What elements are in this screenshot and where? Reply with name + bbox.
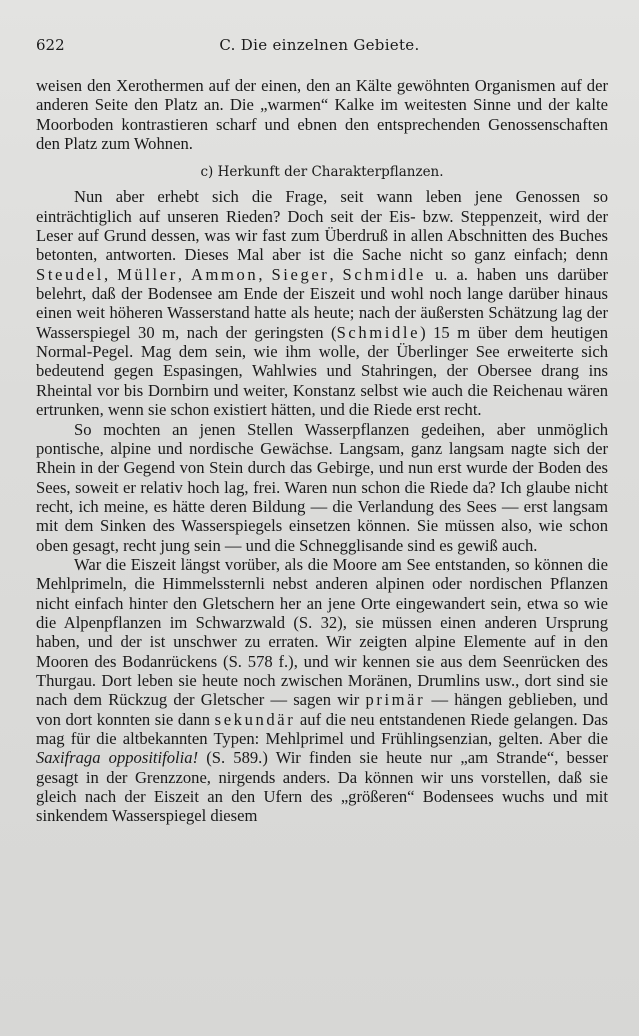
paragraph-2-part-3: ) 15 m über dem heutigen Normal-Pegel. Mag dem sein, wie ihm wolle, der Überlinger See erweiterte sich bedeutend gegen Espasingen, Wahlwies und Stahringen, der Obersee drang ins Rheintal vor bis Dornbirn und weiter, Konstanz selbst wie auch die Reichenau wären ertrunken, wenn sie schon existiert hätten, und die Riede erst recht. [36,322,608,420]
page-number: 622 [36,36,65,54]
paragraph-4-part-4: (S. 589.) Wir finden sie heute nur „am Strande“, besser gesagt in der Grenzzone, nirgends anders. Da können wir uns vorstellen, daß sie gleich nach der Eiszeit an den Ufern des „größeren“ Bodensees wuchs und mit sinkendem Wasserspiegel diesem [36,748,608,826]
separator: , [103,264,118,284]
paragraph-3: So mochten an jenen Stellen Wasserpflanzen gedeihen, aber unmöglich pontische, alpine und nordische Gewächse. Langsam, ganz langsam nagte sich der Rhein in der Gegend von Stein durch das Gebirge, und nun erst wurde der Boden des Sees, soweit er relativ hoch lag, frei. Waren nun schon die Riede da? Ich glaube nicht recht, ich meine, es hätte deren Bildung — die Verlandung des Sees — erst langsam mit dem Sinken des Wasserspiegels einsetzen können. Sie müssen also, wie schon oben gesagt, recht jung sein — und die Schnegglisande sind es gewiß auch. [36,419,608,555]
running-head: C. Die einzelnen Gebiete. [219,36,420,54]
author-name: Schmidle [342,264,427,284]
paragraph-4 [36,555,608,826]
emphasis-spaced: sekundär [214,709,296,729]
author-name: Ammon [190,264,259,284]
author-name: Schmidle [336,322,421,342]
separator: , [329,264,343,284]
author-name: Sieger [271,264,330,284]
species-name: Saxifraga oppositifolia! [36,748,199,768]
paragraph-1: weisen den Xerothermen auf der einen, den an Kälte gewöhnten Organismen auf der anderen Seite den Platz an. Die „warmen“ Kalke im weitesten Sinne und der kalte Moorboden kontrastieren scharf und ebnen den entsprechenden Genossenschaften den Platz zum Wohnen. [36,76,608,154]
paragraph-2 [36,187,608,419]
paragraph-2-part-1: Nun aber erhebt sich die Frage, seit wann leben jene Genossen so einträchtiglich auf unseren Rieden? Doch seit der Eis- bzw. Steppenzeit, wird der Leser auf Grund dessen, was wir fast zum Überdruß in allen Abschnitten des Buches betonten, antworten. Dieses Mal aber ist die Sache nicht so ganz einfach; denn [36,187,608,265]
paragraph-4-part-1: War die Eiszeit längst vorüber, als die Moore am See entstanden, so können die Mehlprimeln, die Himmelssternli nebst anderen alpinen oder nordischen Pflanzen nicht einfach hinter den Gletschern her an jene Orte eingewandert sein, etwa so wie die Alpenpflanzen im Schwarzwald (S. 32), sie müssen einen anderen Ursprung haben, und der ist unschwer zu erraten. Wir zeigten alpine Elemente auf in den Mooren des Bodanrückens (S. 578 f.), und wir kennen sie aus dem Seenrücken des Thurgau. Dort leben sie heute noch zwischen Moränen, Drumlins usw., dort sind sie nach dem Rückzug der Gletscher — sagen wir [36,554,608,710]
separator: , [177,264,191,284]
emphasis-spaced: primär [365,690,426,710]
paragraph-4-part-3: auf die neu entstandenen Riede gelangen. Das mag für die altbekannten Typen: Mehlprimel und Frühlingsenzian, gelten. Aber die [36,709,608,748]
paragraph-2-part-2: u. a. haben uns darüber belehrt, daß der Bodensee am Ende der Eiszeit und wohl noch lange darüber hinaus einen weit höheren Wasserstand hatte als heute; nach der äußersten Schätzung lag der Wasserspiegel 30 m, nach der geringsten ( [36,264,609,342]
section-heading: c) Herkunft der Charakterpflanzen. [200,164,444,181]
page-header [36,36,603,58]
body-text [36,76,608,826]
paragraph-4-part-2: — hängen geblieben, und von dort konnten sie dann [36,690,608,729]
author-name: Müller [117,264,178,284]
author-name: Steudel [36,264,104,284]
separator: , [258,264,272,284]
